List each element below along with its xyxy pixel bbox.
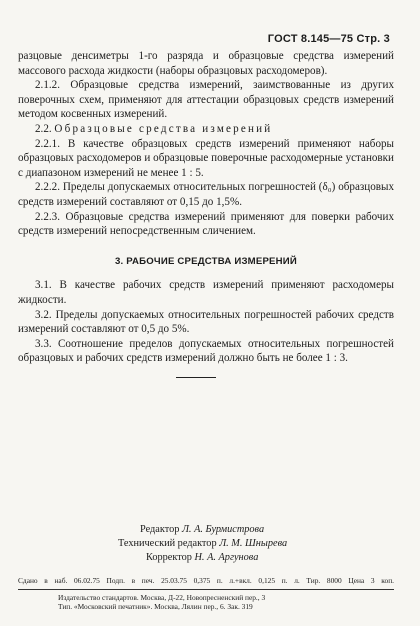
credit-tech-editor <box>118 537 287 551</box>
document-body <box>18 49 394 366</box>
subsection-2-2-title: Образцовые средства измерений <box>54 122 273 135</box>
credit-corrector-label: Корректор <box>146 552 192 564</box>
credit-tech-editor-name: Л. М. Шнырева <box>219 538 288 550</box>
paragraph-intro: разцовые денсиметры 1-го разряда и образцовые средства измерений массового расхода жидкости (наборы образцовых расходомеров). <box>18 50 394 77</box>
credit-editor <box>140 523 287 537</box>
credit-tech-editor-label: Технический редактор <box>118 538 217 550</box>
paragraph-2-1-2: 2.1.2. Образцовые средства измерений, заимствованные из других поверочных схем, применяют для аттестации образцовых средств измерений методом косвенных измерений. <box>18 79 394 121</box>
paragraph-2-2-2: 2.2.2. Пределы допускаемых относительных погрешностей (δ₀) образцовых средств измерений составляют от 0,15 до 1,5%. <box>18 181 394 208</box>
subsection-2-2-heading <box>18 122 394 137</box>
paragraph-3-3: 3.3. Соотношение пределов допускаемых относительных погрешностей образцовых и рабочих средств измерений должно быть не более 1 : 3. <box>18 337 394 365</box>
imprint-print-line: Сдано в наб. 06.02.75 Подп. в печ. 25.03.75 0,375 п. л.+вкл. 0,125 п. л. Тир. 8000 Цена 3 коп. <box>18 576 394 585</box>
credit-editor-name: Л. А. Бурмистрова <box>181 524 265 535</box>
paragraph-3-2: 3.2. Пределы допускаемых относительных погрешностей рабочих средств измерений составляют от 0,5 до 5%. <box>18 308 394 336</box>
credit-editor-label: Редактор <box>140 524 180 535</box>
end-rule <box>176 377 216 378</box>
page-header: ГОСТ 8.145—75 Стр. 3 <box>267 33 390 45</box>
credit-corrector <box>146 551 287 565</box>
imprint-publisher-line-1: Издательство стандартов. Москва, Д-22, Новопресненский пер., 3 <box>58 592 266 602</box>
paragraph-3-1: 3.1. В качестве рабочих средств измерений применяют расходомеры жидкости. <box>18 279 394 306</box>
paragraph-2-2-1: 2.2.1. В качестве образцовых средств измерений применяют наборы образцовых расходомеров и образцовые поверочные расходомерные установки с диапазоном измерений не менее 1 : 5. <box>18 137 394 179</box>
paragraph-2-2-3: 2.2.3. Образцовые средства измерений применяют для поверки рабочих средств измерений непосредственным сличением. <box>18 210 394 238</box>
credit-corrector-name: Н. А. Аргунова <box>194 552 259 564</box>
section-3-title: 3. РАБОЧИЕ СРЕДСТВА ИЗМЕРЕНИЙ <box>115 255 297 267</box>
subsection-2-2-number: 2.2. <box>35 122 55 135</box>
credits-block <box>118 523 288 566</box>
imprint-block <box>18 576 394 612</box>
imprint-publisher-line-2: Тип. «Московский печатник». Москва, Лялин пер., 6. Зак. 319 <box>58 602 253 612</box>
imprint-divider <box>18 589 394 590</box>
